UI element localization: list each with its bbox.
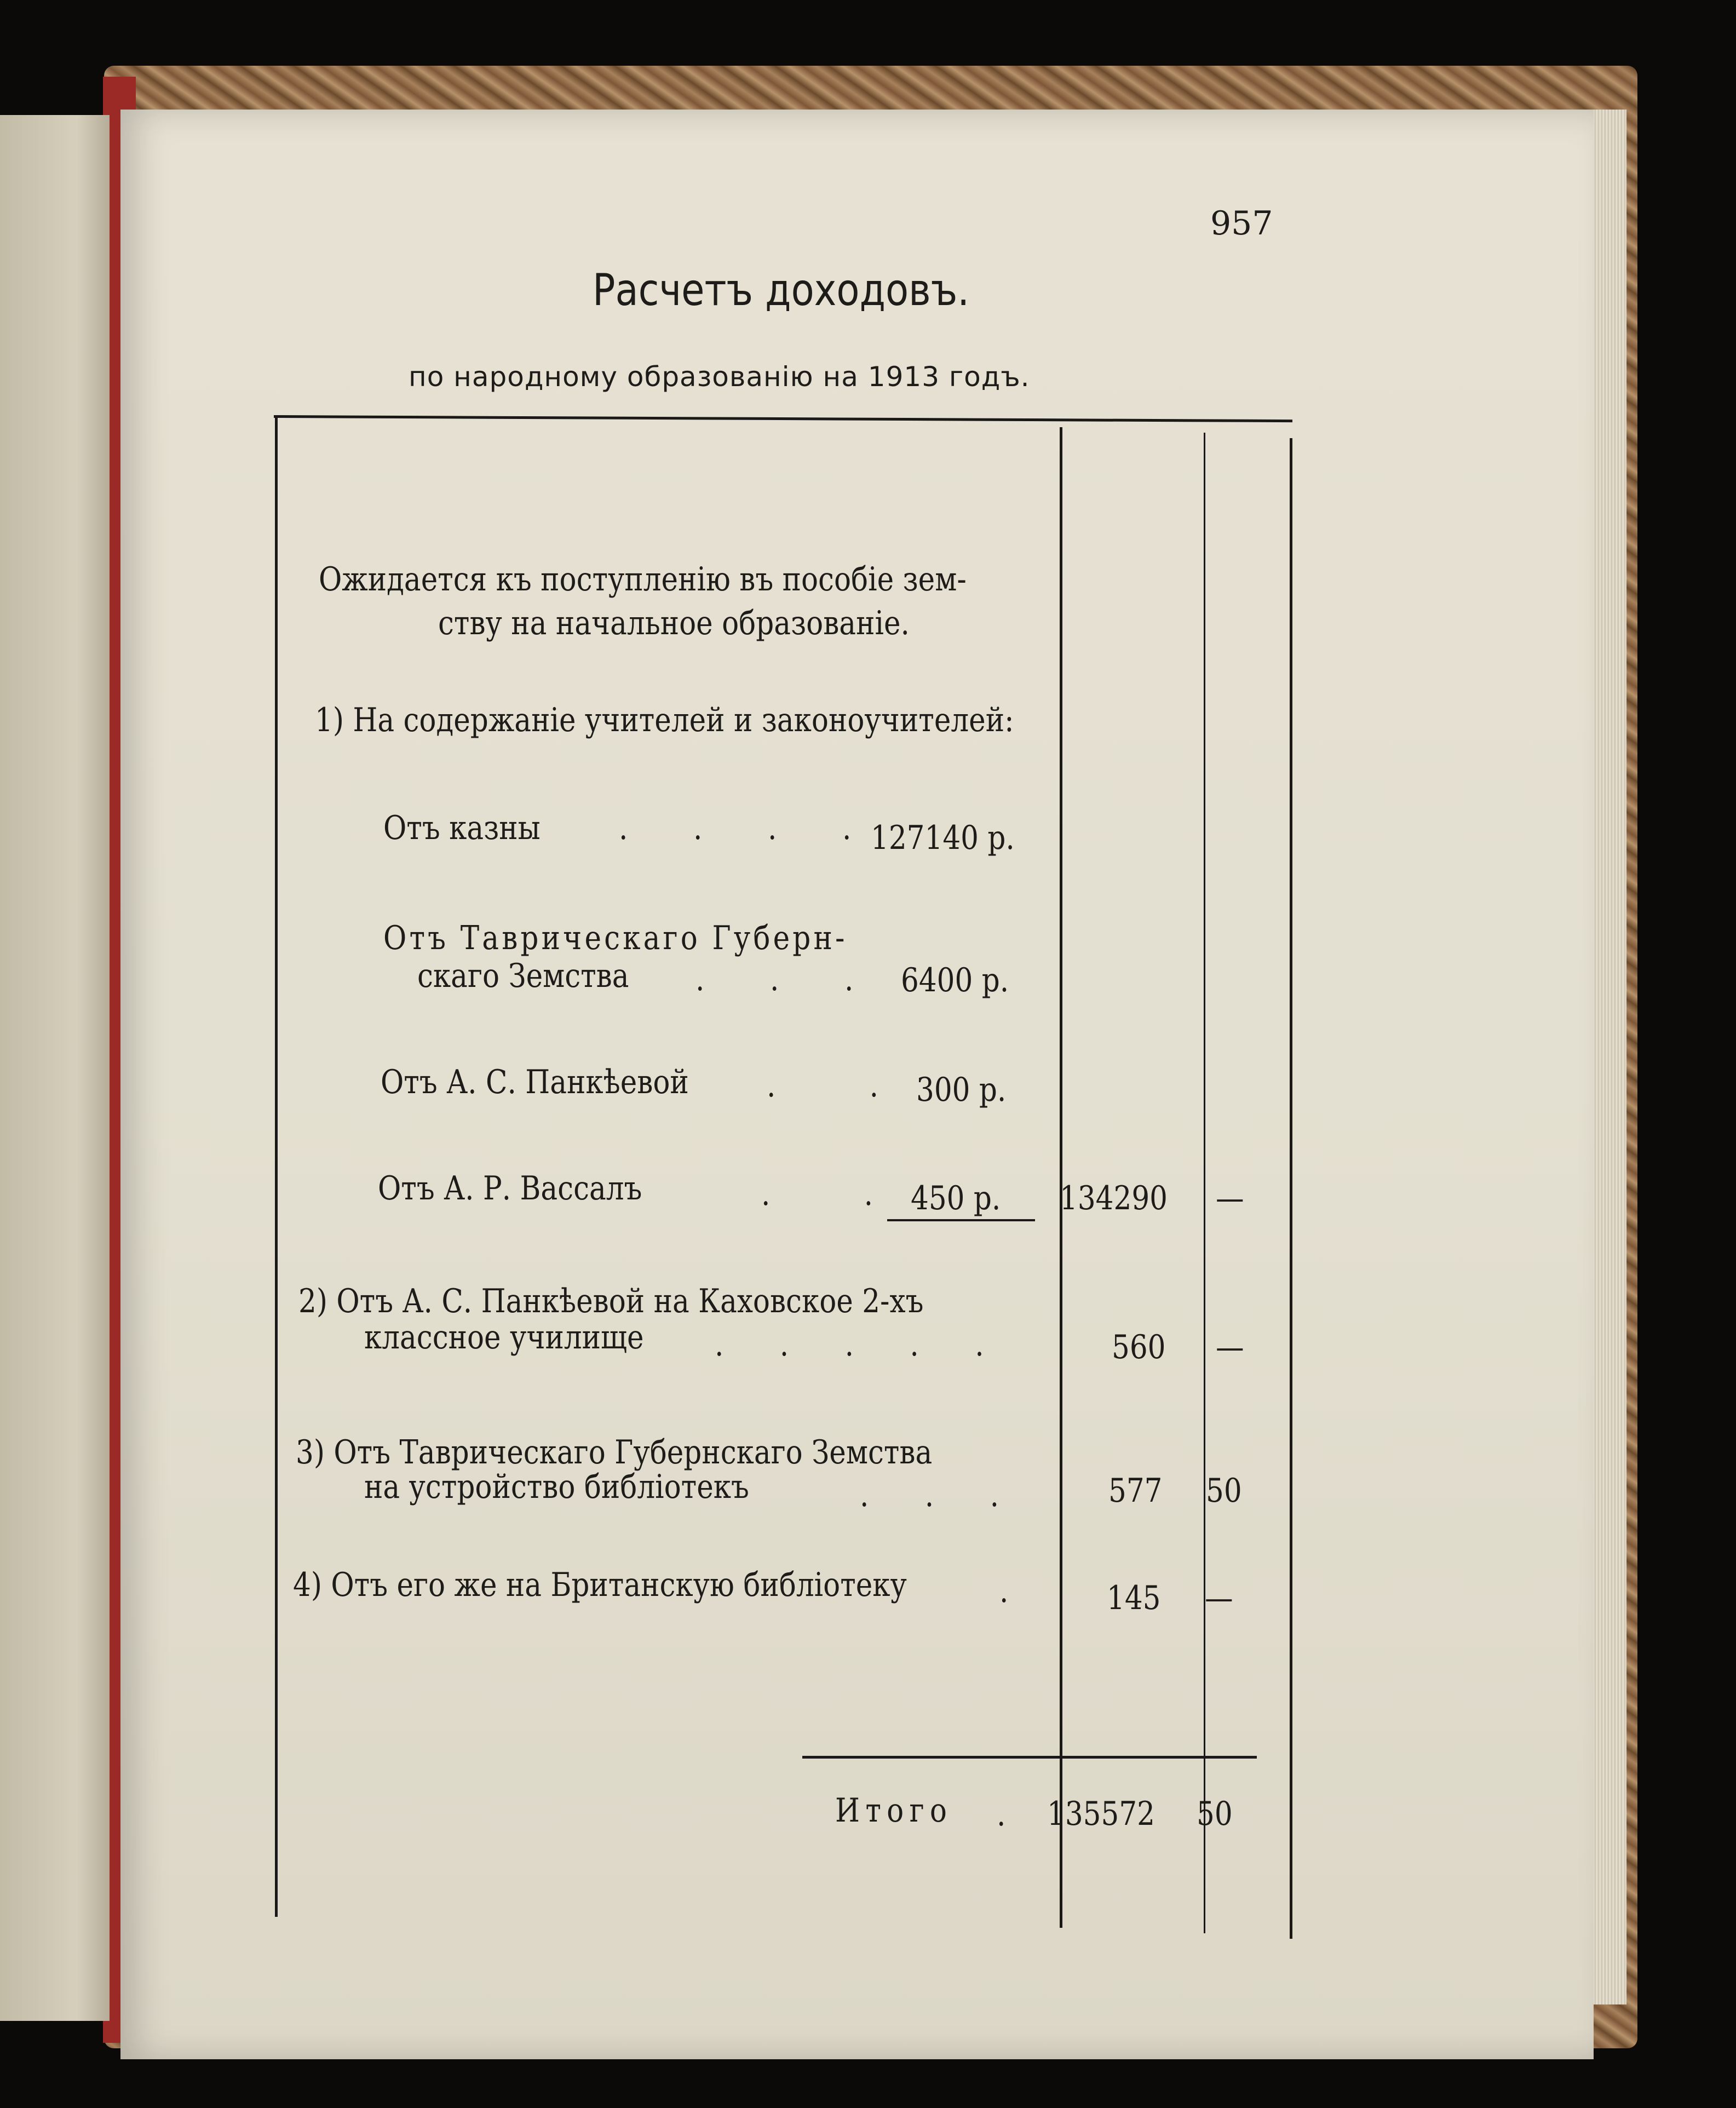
row-label: Отъ А. С. Панкѣевой [381, 1063, 689, 1101]
section4-line-1: 4) Отъ его же на Британскую библіотеку [293, 1566, 907, 1604]
row-amount: 6400 р. [901, 961, 1009, 1000]
section2-kop: — [1216, 1328, 1244, 1366]
section2-rub: 560 [1112, 1328, 1166, 1366]
kop-column-rule [1204, 433, 1205, 1933]
subtotal-kop: — [1216, 1179, 1244, 1217]
row-label-line-2: скаго Земства [417, 957, 629, 995]
row-label: Отъ А. Р. Вассалъ [378, 1169, 642, 1208]
table-left-rule [275, 416, 278, 1917]
row-amount: 450 р. [911, 1179, 1001, 1217]
section1-heading: 1) На содержаніе учителей и законоучителей: [315, 701, 1014, 739]
section3-rub: 577 [1108, 1472, 1163, 1510]
total-rule [802, 1756, 1257, 1759]
left-page-edge [0, 115, 110, 2021]
rub-column-rule [1060, 427, 1062, 1928]
section2-dots: . . . . . [715, 1325, 1008, 1364]
section3-kop: 50 [1206, 1472, 1242, 1510]
section2-line-1: 2) Отъ А. С. Панкѣевой на Каховское 2-хъ [298, 1282, 924, 1320]
row-dots: . . [761, 1175, 916, 1213]
section3-dots: . . . [860, 1476, 1023, 1514]
page-title: Расчетъ доходовъ. [593, 265, 970, 315]
total-label: Итого [835, 1791, 953, 1830]
intro-line-2: ству на начальное образованіе. [438, 604, 910, 642]
page-subtitle: по народному образованію на 1913 годъ. [409, 361, 1030, 393]
row-amount: 127140 р. [871, 819, 1015, 857]
row-dots: . . [767, 1066, 921, 1105]
total-dots: . [997, 1795, 1006, 1834]
table-right-rule [1290, 438, 1292, 1939]
row-amount: 300 р. [916, 1071, 1007, 1109]
section4-rub: 145 [1107, 1579, 1161, 1617]
row-dots: . . . [695, 960, 882, 998]
total-rub: 135572 [1047, 1795, 1155, 1833]
section4-dots: . [999, 1572, 1009, 1610]
total-kop: 50 [1197, 1795, 1233, 1833]
section2-line-2: классное училище [364, 1318, 644, 1357]
page-number: 957 [1210, 204, 1273, 243]
row-label: Отъ казны [383, 809, 541, 847]
row-dots: . . . . [619, 809, 880, 847]
section3-line-2: на устройство библіотекъ [364, 1468, 749, 1506]
intro-line-1: Ожидается къ поступленію въ пособіе зем- [319, 560, 967, 599]
subtotal-underline [887, 1219, 1035, 1221]
section3-line-1: 3) Отъ Таврическаго Губернскаго Земства [296, 1433, 933, 1472]
row-label-line-1: Отъ Таврическаго Губерн- [383, 919, 848, 957]
section4-kop: — [1205, 1579, 1233, 1617]
subtotal-rub: 134290 [1060, 1179, 1168, 1217]
